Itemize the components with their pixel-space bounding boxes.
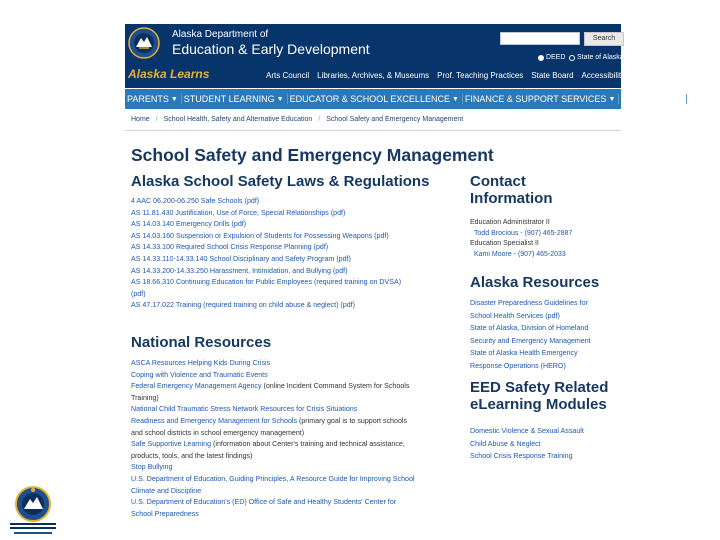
resource-text: Training) — [131, 393, 159, 402]
education-seal-logo — [4, 484, 62, 536]
law-link[interactable]: AS 11.81.430 Justification, Use of Force, Special Relationships (pdf) — [131, 208, 346, 217]
module-link[interactable]: Child Abuse & Neglect — [470, 439, 541, 448]
breadcrumb-home[interactable]: Home — [131, 116, 150, 123]
breadcrumb-divider — [125, 130, 621, 131]
list-item — [131, 370, 415, 382]
radio-state-label: State of Alaska — [577, 54, 624, 61]
contact-heading — [470, 173, 553, 208]
nav-label: FINANCE & SUPPORT SERVICES — [464, 94, 607, 104]
chevron-down-icon: ▼ — [170, 95, 178, 103]
list-item — [131, 393, 415, 405]
alaska-resources-heading: Alaska Resources — [470, 274, 600, 291]
radio-deed-label: DEED — [546, 54, 566, 61]
resource-link[interactable]: ASCA Resources Helping Kids During Crisis — [131, 359, 271, 367]
alaska-learns-link[interactable]: Alaska Learns — [128, 67, 210, 81]
eed-heading-line2: eLearning Modules — [470, 396, 607, 414]
resource-link[interactable]: Climate and Discipline — [131, 486, 202, 495]
law-link[interactable]: AS 14.33.100 Required School Crisis Response Planning (pdf) — [131, 243, 329, 252]
list-item — [131, 486, 415, 498]
law-link[interactable]: (pdf) — [131, 289, 146, 298]
laws-heading: Alaska School Safety Laws & Regulations — [131, 173, 430, 190]
resource-text: (primary goal is to support schools — [297, 416, 408, 425]
department-name-line2: Education & Early Development — [172, 41, 370, 57]
list-item — [131, 439, 415, 451]
law-link[interactable]: AS 14.33.200-14.33.250 Harassment, Intimidation, and Bullying (pdf) — [131, 266, 348, 275]
nav-label: DATA CENTER — [621, 94, 684, 104]
top-links — [266, 71, 654, 80]
search-button[interactable]: Search — [584, 32, 624, 46]
list-item — [131, 428, 415, 440]
contact-person-link[interactable]: Kami Moore - (907) 465-2033 — [474, 250, 566, 258]
top-link-arts[interactable]: Arts Council — [266, 71, 310, 80]
breadcrumb — [131, 116, 463, 123]
list-item — [131, 462, 415, 474]
resource-text: products, tools, and the latest findings) — [131, 451, 253, 460]
list-item — [131, 381, 415, 393]
nav-student-learning[interactable] — [182, 94, 288, 104]
resource-link[interactable]: U.S. Department of Education's (ED) Office of Safe and Healthy Students' Center for — [131, 498, 397, 507]
website-screenshot — [125, 24, 684, 536]
resource-link[interactable]: State of Alaska, Division of Homeland — [470, 324, 589, 333]
resource-link[interactable]: Security and Emergency Management — [470, 336, 591, 345]
top-link-teaching[interactable]: Prof. Teaching Practices — [437, 71, 524, 80]
nav-data-center[interactable] — [619, 94, 687, 104]
main-nav — [125, 89, 684, 109]
law-link[interactable]: AS 18.66.310 Continuing Education for Public Employees (required training on DVSA) — [131, 278, 402, 287]
list-item — [131, 474, 415, 486]
breadcrumb-separator: / — [318, 116, 321, 123]
resource-text: (information about Center's training and technical assistance, — [211, 440, 405, 449]
law-link[interactable]: AS 14.33.110-14.33.140 School Disciplinary and Safety Program (pdf) — [131, 254, 351, 263]
resource-link[interactable]: U.S. Department of Education, Guiding Principles, A Resource Guide for Improving School — [131, 474, 415, 483]
resource-link[interactable]: Readiness and Emergency Management for Schools — [131, 416, 298, 425]
resource-link[interactable]: Coping with Violence and Traumatic Events — [131, 370, 268, 379]
national-heading: National Resources — [131, 334, 272, 351]
chevron-down-icon: ▼ — [608, 95, 616, 103]
law-link[interactable]: 4 AAC 06.200-06.250 Safe Schools (pdf) — [131, 197, 260, 205]
page-title: School Safety and Emergency Management — [131, 145, 494, 165]
eed-modules-list — [470, 425, 584, 463]
nav-label: EDUCATOR & SCHOOL EXCELLENCE — [289, 94, 450, 104]
contact-info — [470, 218, 572, 260]
radio-state-of-alaska[interactable] — [569, 54, 624, 61]
law-link[interactable]: AS 14.03.140 Emergency Drills (pdf) — [131, 220, 247, 229]
search-input[interactable] — [500, 32, 580, 45]
alaska-resources-list — [470, 297, 591, 373]
radio-deed[interactable] — [538, 54, 565, 61]
national-list — [131, 358, 415, 520]
eed-seal-logo — [128, 27, 160, 59]
resource-link[interactable]: School Health Services (pdf) — [470, 311, 560, 320]
contact-person-link[interactable]: Todd Brocious - (907) 465-2887 — [474, 229, 573, 237]
list-item — [131, 509, 415, 521]
law-link[interactable]: AS 14.03.160 Suspension or Expulsion of Students for Possessing Weapons (pdf) — [131, 231, 389, 240]
top-link-accessibility[interactable]: Accessibility — [581, 71, 626, 80]
resource-text: (online Incident Command System for Schools — [261, 382, 410, 391]
contact-heading-line1: Contact — [470, 173, 526, 190]
department-name-line1: Alaska Department of — [172, 29, 269, 40]
contact-role: Education Specialist II — [470, 240, 539, 248]
breadcrumb-current[interactable]: School Safety and Emergency Management — [326, 116, 464, 123]
resource-text: and school districts in school emergency management) — [131, 428, 305, 437]
top-link-state-board[interactable]: State Board — [531, 71, 574, 80]
nav-parents[interactable] — [125, 94, 182, 104]
top-link-about[interactable]: About — [633, 71, 655, 80]
site-header — [125, 24, 655, 88]
top-link-libraries[interactable]: Libraries, Archives, & Museums — [317, 71, 430, 80]
resource-link[interactable]: School Preparedness — [131, 509, 199, 518]
radio-selected-icon — [538, 55, 544, 61]
list-item — [131, 358, 415, 370]
resource-link[interactable]: Response Operations (HERO) — [470, 361, 566, 370]
contact-role: Education Administrator II — [470, 219, 550, 226]
nav-educator-excellence[interactable] — [288, 94, 463, 104]
breadcrumb-separator: / — [155, 116, 158, 123]
law-link[interactable]: AS 47.17.022 Training (required training on child abuse & neglect) (pdf) — [131, 301, 355, 310]
nav-finance-support[interactable] — [463, 94, 619, 104]
radio-unselected-icon — [569, 55, 575, 61]
chevron-down-icon: ▼ — [276, 95, 284, 103]
list-item — [131, 497, 415, 509]
resource-link[interactable]: State of Alaska Health Emergency — [470, 349, 578, 358]
contact-heading-line2: Information — [470, 190, 553, 208]
nav-label: STUDENT LEARNING — [183, 94, 275, 104]
eed-modules-heading — [470, 379, 608, 414]
resource-link[interactable]: Federal Emergency Management Agency — [131, 382, 262, 391]
list-item — [131, 416, 415, 428]
nav-label: PARENTS — [127, 94, 169, 104]
breadcrumb-school-health[interactable]: School Health, Safety and Alternative Education — [163, 116, 313, 123]
resource-link[interactable]: Disaster Preparedness Guidelines for — [470, 299, 588, 307]
list-item — [131, 404, 415, 416]
module-link[interactable]: Domestic Violence & Sexual Assault — [470, 427, 584, 435]
list-item — [131, 451, 415, 463]
resource-link[interactable]: Safe Supportive Learning — [131, 440, 212, 449]
resource-link[interactable]: Stop Bullying — [131, 463, 173, 472]
resource-link[interactable]: National Child Traumatic Stress Network Resources for Crisis Situations — [131, 405, 358, 414]
laws-list — [131, 196, 401, 312]
chevron-down-icon: ▼ — [451, 95, 459, 103]
eed-heading-line1: EED Safety Related — [470, 379, 609, 396]
module-link[interactable]: School Crisis Response Training — [470, 452, 573, 461]
